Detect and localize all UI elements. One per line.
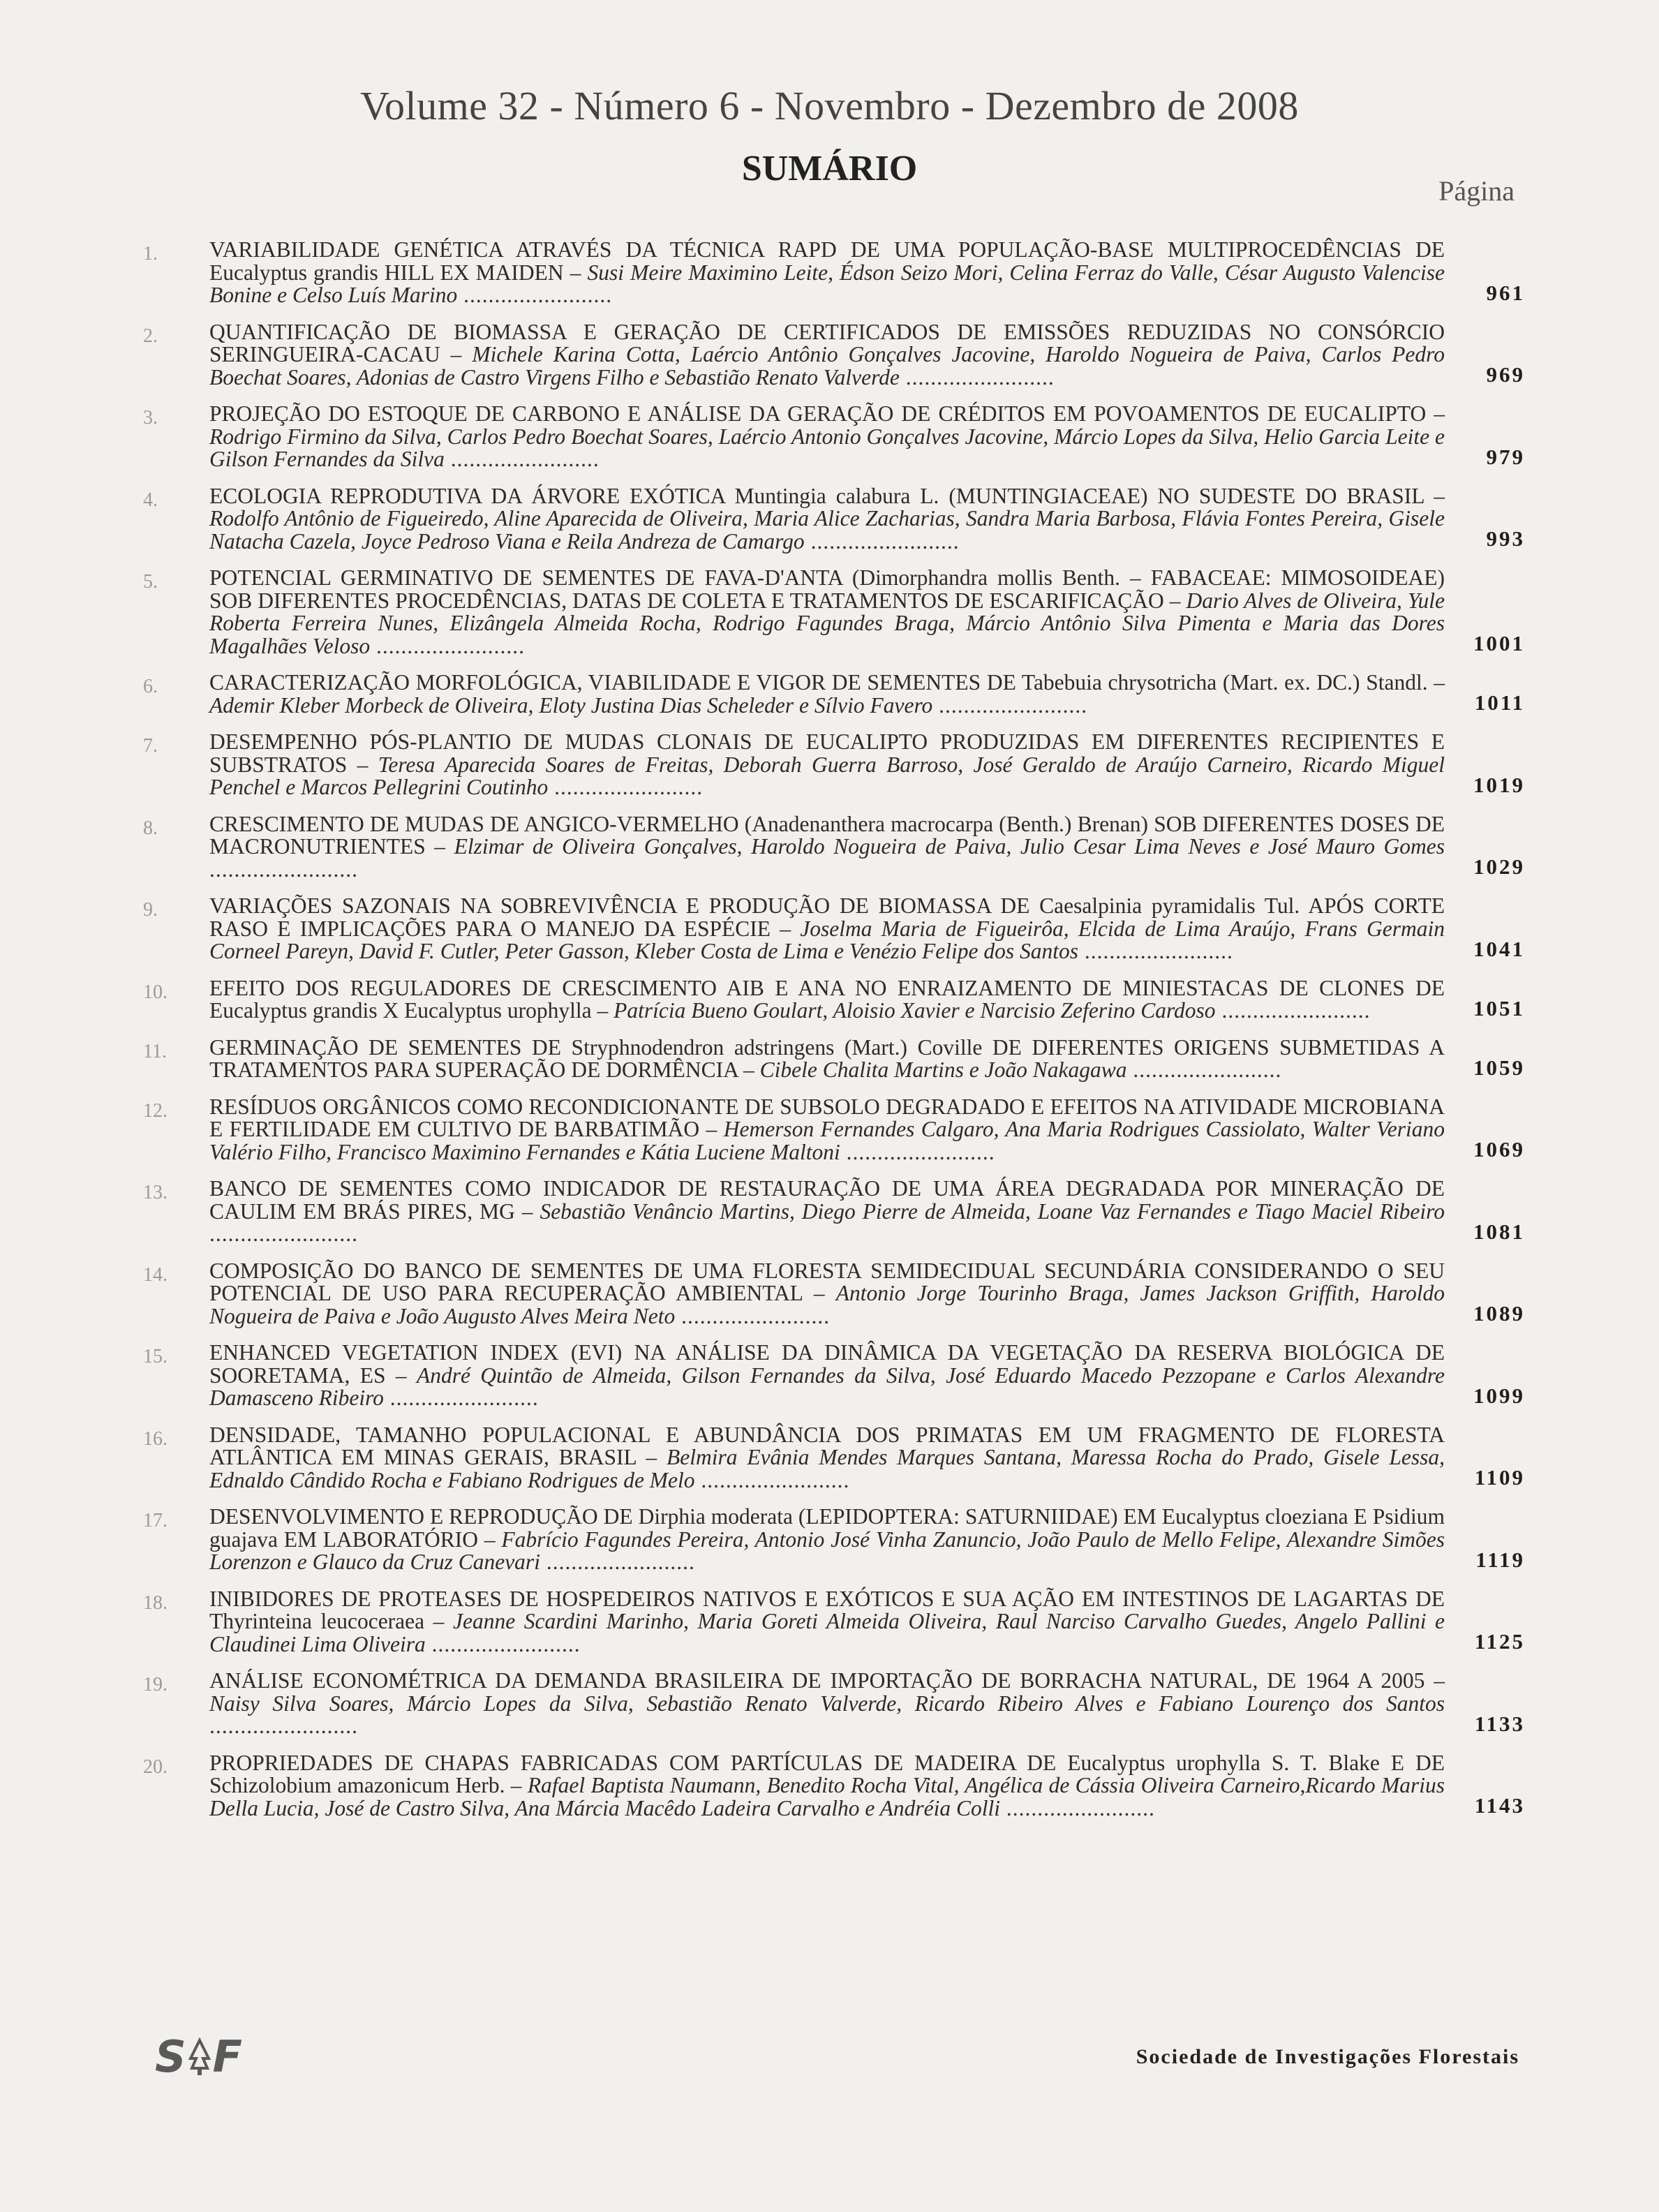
toc-entry (143, 567, 1525, 658)
dot-leader: ........................ (840, 1139, 995, 1164)
entry-text (209, 1096, 1445, 1164)
dot-leader: ........................ (425, 1631, 581, 1656)
entry-text (209, 671, 1445, 717)
entry-number: 18. (143, 1591, 168, 1614)
entry-title: CRESCIMENTO DE MUDAS DE ANGICO-VERMELHO (Anadenanthera macrocarpa (Benth.) Brenan) SOB DIFERENTES DOSES DE MACRONUTRIENTES – (209, 811, 1445, 859)
toc-entry (143, 1588, 1525, 1656)
entry-authors: Patrícia Bueno Goulart, Aloisio Xavier e Narcisio Zeferino Cardoso (613, 998, 1216, 1023)
entry-title: RESÍDUOS ORGÂNICOS COMO RECONDICIONANTE DE SUBSOLO DEGRADADO E EFEITOS NA ATIVIDADE MICROBIANA E FERTILIDADE EM CULTIVO DE BARBATIMÃO – (209, 1094, 1445, 1141)
entry-page-number: 1119 (1475, 1547, 1525, 1572)
entry-text (209, 567, 1445, 658)
tree-icon (188, 2037, 211, 2077)
toc-entry (143, 1424, 1525, 1492)
entry-authors: Rodolfo Antônio de Figueiredo, Aline Aparecida de Oliveira, Maria Alice Zacharias, Sandra Maria Barbosa, Flávia Fontes Pereira, Gisele Natacha Cazela, Joyce Pedroso Viana e Reila Andreza de Camargo (209, 506, 1445, 554)
entry-title: ENHANCED VEGETATION INDEX (EVI) NA ANÁLISE DA DINÂMICA DA VEGETAÇÃO DA RESERVA BIOLÓGICA DE SOORETAMA, ES – (209, 1340, 1445, 1388)
entry-number: 9. (143, 899, 158, 921)
dot-leader: ........................ (1078, 939, 1233, 963)
table-of-contents (143, 239, 1525, 1834)
toc-entry (143, 1342, 1525, 1410)
entry-page-number: 1069 (1473, 1137, 1525, 1161)
entry-page-number: 1029 (1473, 854, 1525, 879)
dot-leader: ........................ (209, 1222, 358, 1246)
society-name: Sociedade de Investigações Florestais (1136, 2045, 1519, 2068)
toc-entry (143, 1096, 1525, 1164)
entry-number: 10. (143, 981, 168, 1003)
entry-authors: Jeanne Scardini Marinho, Maria Goreti Almeida Oliveira, Raul Narciso Carvalho Guedes, Angelo Pallini e Claudinei Lima Oliveira (209, 1609, 1445, 1656)
toc-entry (143, 403, 1525, 471)
entry-number: 8. (143, 817, 158, 839)
entry-text (209, 895, 1445, 963)
entry-title: VARIABILIDADE GENÉTICA ATRAVÉS DA TÉCNICA RAPD DE UMA POPULAÇÃO-BASE MULTIPROCEDÊNCIAS DE Eucalyptus grandis HILL EX MAIDEN – (209, 237, 1445, 285)
entry-title: GERMINAÇÃO DE SEMENTES DE Stryphnodendron adstringens (Mart.) Coville DE DIFERENTES ORIGENS SUBMETIDAS A TRATAMENTOS PARA SUPERAÇÃO DE DORMÊNCIA – (209, 1034, 1445, 1082)
entry-title: PROPRIEDADES DE CHAPAS FABRICADAS COM PARTÍCULAS DE MADEIRA DE Eucalyptus urophylla S. T. Blake E DE Schizolobium amazonicum Herb. – (209, 1750, 1445, 1797)
entry-authors: André Quintão de Almeida, Gilson Fernandes da Silva, José Eduardo Macedo Pezzopane e Carlos Alexandre Damasceno Ribeiro (209, 1363, 1445, 1410)
page-column-label: Página (1438, 175, 1515, 207)
entry-text (209, 1670, 1445, 1738)
entry-page-number: 1143 (1474, 1793, 1525, 1818)
toc-entry (143, 1752, 1525, 1820)
toc-entry (143, 671, 1525, 717)
entry-authors: Dario Alves de Oliveira, Yule Roberta Ferreira Nunes, Elizângela Almeida Rocha, Rodrigo Fagundes Braga, Márcio Antônio Silva Pimenta e Maria das Dores Magalhães Veloso (209, 588, 1445, 658)
toc-entry (143, 1260, 1525, 1328)
entry-page-number: 1019 (1473, 772, 1525, 797)
toc-entry (143, 977, 1525, 1023)
entry-page-number: 1125 (1474, 1629, 1525, 1654)
entry-text (209, 403, 1445, 471)
dot-leader: ........................ (932, 692, 1088, 718)
entry-authors: Elzimar de Oliveira Gonçalves, Haroldo Nogueira de Paiva, Julio Cesar Lima Neves e José Mauro Gomes (454, 834, 1445, 859)
entry-title: COMPOSIÇÃO DO BANCO DE SEMENTES DE UMA FLORESTA SEMIDECIDUAL SECUNDÁRIA CONSIDERANDO O SEU POTENCIAL DE USO PARA RECUPERAÇÃO AMBIENTAL – (209, 1258, 1445, 1305)
entry-number: 20. (143, 1756, 168, 1778)
dot-leader: ........................ (540, 1550, 695, 1574)
entry-text (209, 1424, 1445, 1492)
entry-number: 16. (143, 1427, 168, 1450)
entry-authors: Belmira Evânia Mendes Marques Santana, Maressa Rocha do Prado, Gisele Lessa, Ednaldo Cândido Rocha e Fabiano Rodrigues de Melo (209, 1445, 1445, 1492)
entry-page-number: 1109 (1474, 1465, 1525, 1490)
entry-number: 11. (143, 1040, 167, 1062)
entry-title: DENSIDADE, TAMANHO POPULACIONAL E ABUNDÂNCIA DOS PRIMATAS EM UM FRAGMENTO DE FLORESTA ATLÂNTICA EM MINAS GERAIS, BRASIL – (209, 1422, 1445, 1469)
entry-page-number: 961 (1486, 280, 1525, 305)
dot-leader: ........................ (1000, 1795, 1155, 1820)
toc-entry (143, 239, 1525, 307)
entry-text (209, 321, 1445, 389)
entry-text (209, 1178, 1445, 1246)
entry-number: 15. (143, 1346, 168, 1367)
entry-authors: Michele Karina Cotta, Laércio Antônio Gonçalves Jacovine, Haroldo Nogueira de Paiva, Carlos Pedro Boechat Soares, Adonias de Castro Virgens Filho e Sebastião Renato Valverde (209, 342, 1445, 389)
entry-title: CARACTERIZAÇÃO MORFOLÓGICA, VIABILIDADE E VIGOR DE SEMENTES DE Tabebuia chrysotricha (Mart. ex. DC.) Standl. – (209, 670, 1445, 695)
entry-text (209, 1034, 1445, 1082)
entry-number: 6. (143, 676, 158, 697)
entry-page-number: 969 (1486, 362, 1525, 387)
entry-text (209, 1752, 1445, 1820)
entry-title: ECOLOGIA REPRODUTIVA DA ÁRVORE EXÓTICA Muntingia calabura L. (MUNTINGIACEAE) NO SUDESTE DO BRASIL – (209, 483, 1445, 508)
dot-leader: ........................ (444, 447, 600, 471)
entry-title: DESEMPENHO PÓS-PLANTIO DE MUDAS CLONAIS DE EUCALIPTO PRODUZIDAS EM DIFERENTES RECIPIENTES E SUBSTRATOS – (209, 729, 1445, 777)
entry-number: 2. (143, 325, 158, 347)
dot-leader: ........................ (1215, 998, 1371, 1023)
entry-page-number: 1059 (1473, 1055, 1525, 1080)
entry-authors: Ademir Kleber Morbeck de Oliveira, Eloty Justina Dias Scheleder e Sílvio Favero (209, 692, 933, 718)
entry-text (209, 1506, 1445, 1574)
entry-number: 14. (143, 1263, 168, 1286)
entry-authors: Sebastião Venâncio Martins, Diego Pierre de Almeida, Loane Vaz Fernandes e Tiago Maciel Ribeiro (540, 1198, 1445, 1224)
entry-number: 4. (143, 489, 158, 511)
entry-text (209, 731, 1445, 799)
entry-title: PROJEÇÃO DO ESTOQUE DE CARBONO E ANÁLISE DA GERAÇÃO DE CRÉDITOS EM POVOAMENTOS DE EUCALIPTO – (209, 401, 1445, 426)
toc-entry (143, 1034, 1525, 1082)
entry-number: 19. (143, 1674, 168, 1695)
page-title: SUMÁRIO (741, 149, 918, 188)
entry-text (209, 239, 1445, 307)
entry-title: VARIAÇÕES SAZONAIS NA SOBREVIVÊNCIA E PRODUÇÃO DE BIOMASSA DE Caesalpinia pyramidalis Tul. APÓS CORTE RASO E IMPLICAÇÕES PARA O MANEJO DA ESPÉCIE – (209, 893, 1445, 941)
toc-entry (143, 813, 1525, 882)
entry-page-number: 1041 (1473, 936, 1525, 961)
entry-authors: Rafael Baptista Naumann, Benedito Rocha Vital, Angélica de Cássia Oliveira Carneiro,Ricardo Marius Della Lucia, José de Castro Silva, Ana Márcia Macêdo Ladeira Carvalho e Andréia Colli (209, 1773, 1445, 1820)
entry-authors: Susi Meire Maximino Leite, Édson Seizo Mori, Celina Ferraz do Valle, César Augusto Valencise Bonine e Celso Luís Marino (209, 260, 1445, 307)
entry-page-number: 1133 (1474, 1711, 1525, 1736)
entry-page-number: 993 (1486, 526, 1525, 551)
dot-leader: ........................ (209, 856, 358, 882)
entry-authors: Fabrício Fagundes Pereira, Antonio José Vinha Zanuncio, João Paulo de Mello Felipe, Alexandre Simões Lorenzon e Glauco da Cruz Canevari (209, 1527, 1445, 1574)
entry-text (209, 977, 1445, 1023)
entry-number: 13. (143, 1182, 168, 1203)
entry-title: POTENCIAL GERMINATIVO DE SEMENTES DE FAVA-D'ANTA (Dimorphandra mollis Benth. – FABACEAE: MIMOSOIDEAE) SOB DIFERENTES PROCEDÊNCIAS, DATAS DE COLETA E TRATAMENTOS DE ESCARIFICAÇÃO – (209, 565, 1445, 613)
entry-number: 12. (143, 1099, 168, 1122)
dot-leader: ........................ (1126, 1057, 1282, 1082)
entry-authors: Naisy Silva Soares, Márcio Lopes da Silva, Sebastião Renato Valverde, Ricardo Ribeiro Alves e Fabiano Lourenço dos Santos (209, 1691, 1445, 1716)
dot-leader: ........................ (804, 528, 960, 554)
entry-number: 17. (143, 1510, 168, 1531)
entry-number: 3. (143, 407, 158, 429)
entry-title: DESENVOLVIMENTO E REPRODUÇÃO DE Dirphia moderata (LEPIDOPTERA: SATURNIIDAE) EM Eucalyptus cloeziana E Psidium guajava EM LABORATÓRIO – (209, 1504, 1445, 1552)
entry-title: INIBIDORES DE PROTEASES DE HOSPEDEIROS NATIVOS E EXÓTICOS E SUA AÇÃO EM INTESTINOS DE LAGARTAS DE Thyrinteina leucoceraea – (209, 1586, 1445, 1633)
entry-authors: Rodrigo Firmino da Silva, Carlos Pedro Boechat Soares, Laércio Antonio Gonçalves Jacovine, Márcio Lopes da Silva, Helio Garcia Leite e Gilson Fernandes da Silva (209, 424, 1445, 471)
toc-entry (143, 731, 1525, 799)
entry-title: QUANTIFICAÇÃO DE BIOMASSA E GERAÇÃO DE CERTIFICADOS DE EMISSÕES REDUZIDAS NO CONSÓRCIO SERINGUEIRA-CACAU – (209, 319, 1445, 366)
toc-entry (143, 895, 1525, 963)
entry-text (209, 1588, 1445, 1656)
entry-page-number: 1099 (1473, 1383, 1525, 1408)
toc-entry (143, 321, 1525, 389)
entry-page-number: 1089 (1473, 1301, 1525, 1326)
entry-number: 7. (143, 735, 158, 757)
toc-entry (143, 485, 1525, 554)
entry-page-number: 1011 (1474, 690, 1525, 715)
entry-authors: Antonio Jorge Tourinho Braga, James Jackson Griffith, Haroldo Nogueira de Paiva e João Augusto Alves Meira Neto (209, 1281, 1445, 1328)
entry-text (209, 1260, 1445, 1328)
toc-entry (143, 1178, 1525, 1246)
dot-leader: ........................ (548, 775, 704, 799)
entry-text (209, 1342, 1445, 1410)
entry-number: 5. (143, 571, 158, 593)
entry-number: 1. (143, 243, 158, 265)
entry-title: BANCO DE SEMENTES COMO INDICADOR DE RESTAURAÇÃO DE UMA ÁREA DEGRADADA POR MINERAÇÃO DE CAULIM EM BRÁS PIRES, MG – (209, 1176, 1445, 1224)
issue-header: Volume 32 - Número 6 - Novembro - Dezembro de 2008 (360, 83, 1299, 128)
dot-leader: ........................ (383, 1386, 539, 1410)
entry-authors: Cibele Chalita Martins e João Nakagawa (759, 1057, 1127, 1082)
dot-leader: ........................ (675, 1303, 831, 1328)
toc-entry (143, 1506, 1525, 1574)
entry-authors: Teresa Aparecida Soares de Freitas, Deborah Guerra Barroso, José Geraldo de Araújo Carneiro, Ricardo Miguel Penchel e Marcos Pellegrini Coutinho (209, 752, 1445, 799)
entry-title: ANÁLISE ECONOMÉTRICA DA DEMANDA BRASILEIRA DE IMPORTAÇÃO DE BORRACHA NATURAL, DE 1964 A 2005 – (209, 1668, 1445, 1693)
dot-leader: ........................ (209, 1714, 358, 1738)
entry-authors: Hemerson Fernandes Calgaro, Ana Maria Rodrigues Cassiolato, Walter Veriano Valério Filho, Francisco Maximino Fernandes e Kátia Luciene Maltoni (209, 1117, 1445, 1164)
entry-page-number: 1051 (1473, 995, 1525, 1020)
entry-text (209, 813, 1445, 882)
sif-logo: S F (155, 2031, 243, 2082)
dot-leader: ........................ (899, 364, 1055, 389)
dot-leader: ........................ (694, 1467, 850, 1492)
dot-leader: ........................ (457, 283, 613, 307)
entry-authors: Joselma Maria de Figueirôa, Elcida de Lima Araújo, Frans Germain Corneel Pareyn, David F. Cutler, Peter Gasson, Kleber Costa de Lima e Venézio Felipe dos Santos (209, 916, 1445, 963)
entry-text (209, 485, 1445, 554)
toc-entry (143, 1670, 1525, 1738)
entry-page-number: 1001 (1473, 631, 1525, 655)
entry-page-number: 1081 (1473, 1219, 1525, 1244)
entry-title: EFEITO DOS REGULADORES DE CRESCIMENTO AIB E ANA NO ENRAIZAMENTO DE MINIESTACAS DE CLONES DE Eucalyptus grandis X Eucalyptus urophylla – (209, 975, 1445, 1023)
dot-leader: ........................ (370, 633, 525, 658)
entry-page-number: 979 (1486, 444, 1525, 469)
